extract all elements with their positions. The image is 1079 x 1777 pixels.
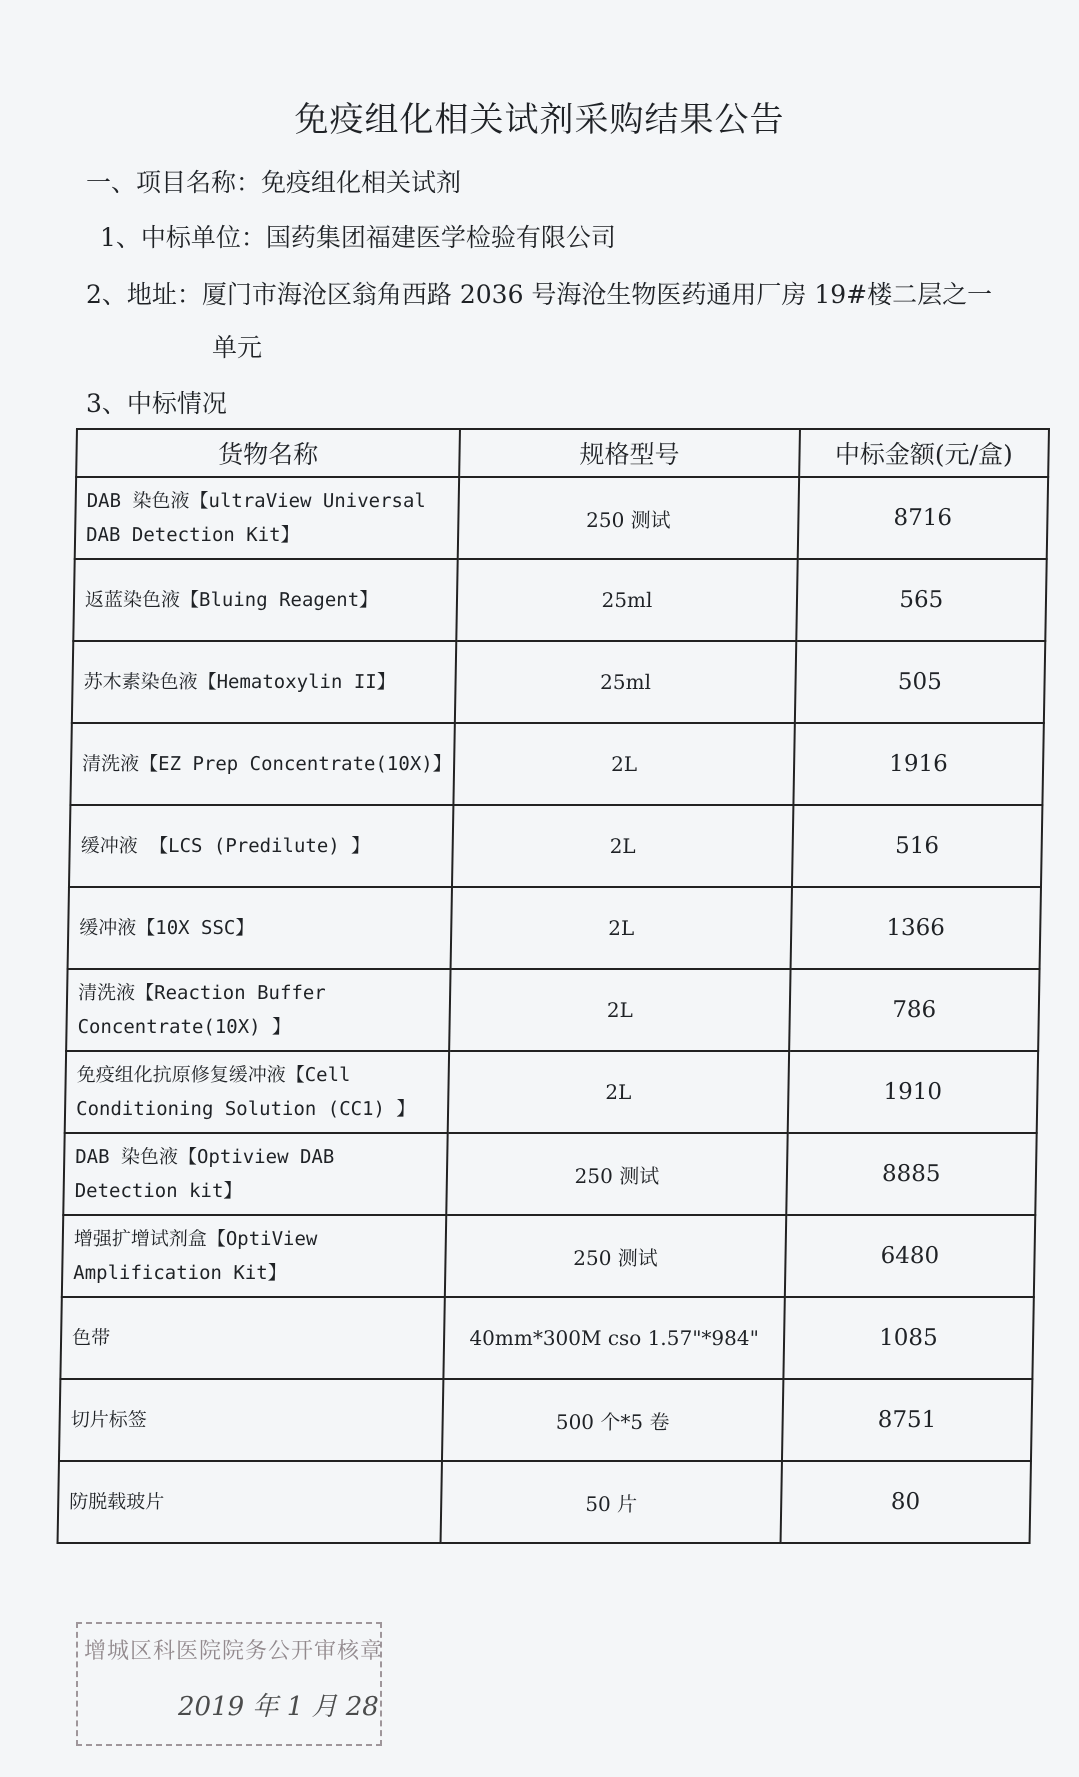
cell-amount: 8751 [782, 1379, 1033, 1461]
stamp-date: 2019 年 1 月 28 [178, 1692, 379, 1722]
cell-goods-name: DAB 染色液【Optiview DAB Detection kit】 [63, 1133, 448, 1215]
cell-goods-name: 切片标签 [59, 1379, 444, 1461]
cell-spec: 2L [452, 805, 793, 887]
cell-amount: 505 [794, 641, 1045, 723]
cell-spec: 250 测试 [458, 477, 799, 559]
table-row [63, 1133, 1036, 1215]
cell-goods-name: 防脱载玻片 [58, 1461, 443, 1543]
review-stamp [76, 1622, 382, 1746]
cell-spec: 500 个*5 卷 [442, 1379, 783, 1461]
cell-amount: 1910 [787, 1051, 1038, 1133]
table-row [58, 1461, 1031, 1543]
cell-amount: 565 [796, 559, 1047, 641]
cell-spec: 250 测试 [447, 1133, 788, 1215]
cell-goods-name: 苏木素染色液【Hematoxylin II】 [72, 641, 457, 723]
cell-goods-name: 色带 [60, 1297, 445, 1379]
cell-goods-name: 缓冲液【10X SSC】 [68, 887, 453, 969]
cell-amount: 1085 [783, 1297, 1034, 1379]
table-row [70, 723, 1043, 805]
winning-unit-line: 1、中标单位：国药集团福建医学检验有限公司 [100, 223, 616, 252]
result-table [57, 428, 1050, 1544]
table-row [72, 641, 1045, 723]
header-amount: 中标金额(元/盒) [799, 429, 1049, 477]
table-row [59, 1379, 1032, 1461]
table-row [69, 805, 1042, 887]
header-spec: 规格型号 [460, 429, 800, 477]
cell-amount: 516 [792, 805, 1043, 887]
cell-spec: 2L [448, 1051, 789, 1133]
table-row [60, 1297, 1033, 1379]
cell-amount: 80 [780, 1461, 1031, 1543]
cell-spec: 250 测试 [445, 1215, 786, 1297]
cell-amount: 8885 [786, 1133, 1037, 1215]
cell-spec: 2L [454, 723, 795, 805]
cell-goods-name: 清洗液【EZ Prep Concentrate(10X)】 [70, 723, 455, 805]
stamp-text: 增城区科医院院务公开审核章 [84, 1639, 384, 1664]
cell-goods-name: 清洗液【Reaction Buffer Concentrate(10X) 】 [66, 969, 451, 1051]
cell-amount: 6480 [784, 1215, 1035, 1297]
cell-goods-name: DAB 染色液【ultraView Universal DAB Detection Kit】 [75, 477, 460, 559]
table-row [68, 887, 1041, 969]
table-row [65, 1051, 1038, 1133]
cell-spec: 50 片 [441, 1461, 782, 1543]
table-row [62, 1215, 1035, 1297]
cell-spec: 25ml [457, 559, 798, 641]
address-continuation: 单元 [212, 333, 263, 362]
cell-goods-name: 缓冲液 【LCS (Predilute) 】 [69, 805, 454, 887]
result-heading: 3、中标情况 [86, 389, 227, 418]
table-row [66, 969, 1039, 1051]
cell-spec: 25ml [455, 641, 796, 723]
cell-amount: 786 [789, 969, 1040, 1051]
cell-spec: 2L [451, 887, 792, 969]
page-title: 免疫组化相关试剂采购结果公告 [294, 100, 785, 140]
table-row [73, 559, 1046, 641]
cell-amount: 1366 [790, 887, 1041, 969]
cell-goods-name: 返蓝染色液【Bluing Reagent】 [73, 559, 458, 641]
table-header-row [76, 429, 1049, 477]
project-name-line: 一、项目名称：免疫组化相关试剂 [86, 168, 462, 197]
cell-amount: 1916 [793, 723, 1044, 805]
cell-amount: 8716 [797, 477, 1048, 559]
table-row [75, 477, 1048, 559]
cell-goods-name: 增强扩增试剂盒【OptiView Amplification Kit】 [62, 1215, 447, 1297]
cell-spec: 40mm*300M cso 1.57"*984" [444, 1297, 785, 1379]
cell-goods-name: 免疫组化抗原修复缓冲液【Cell Conditioning Solution (CC1) 】 [65, 1051, 450, 1133]
cell-spec: 2L [450, 969, 791, 1051]
header-goods-name: 货物名称 [76, 429, 460, 477]
address-line: 2、地址：厦门市海沧区翁角西路 2036 号海沧生物医药通用厂房 19#楼二层之一 [86, 280, 993, 309]
